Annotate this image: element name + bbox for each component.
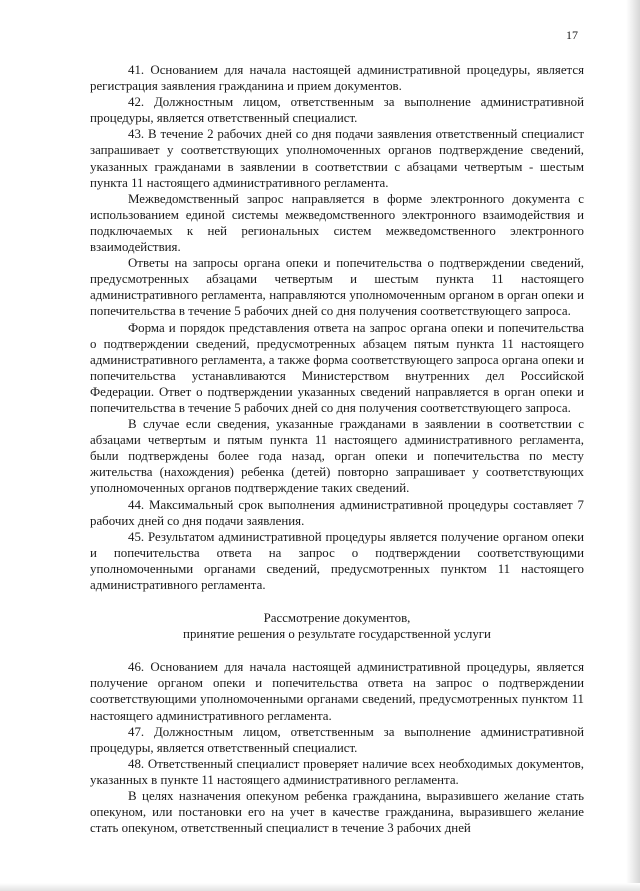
paragraph-46: 46. Основанием для начала настоящей административной процедуры, является получение органом опеки и попечительства ответа на запрос о подтверждении соответствующими уполномоченными органами сведений, предусмотренных пунктом 11 настоящего административного регламента. [90, 660, 584, 723]
paragraph-repeat-request: В случае если сведения, указанные гражданами в заявлении в соответствии с абзацами четвертым и пятым пункта 11 настоящего административного регламента, были подтверждены более года назад, орган опеки и попечительства по месту жительства (нахождения) ребенка (детей) повторно запрашивает у соответствующих уполномоченных органов подтверждение таких сведений. [90, 417, 584, 496]
paragraph-48: 48. Ответственный специалист проверяет наличие всех необходимых документов, указанных в пункте 11 настоящего административного регламента. [90, 756, 584, 787]
paragraph-45: 45. Результатом административной процедуры является получение органом опеки и попечительства ответа на запрос о подтверждении соответствующими уполномоченными органами сведений, предусмотренных пунктом 11 настоящего административного регламента. [90, 529, 584, 592]
scan-edge-bottom [0, 883, 640, 891]
paragraph-41: 41. Основанием для начала настоящей административной процедуры, является регистрация заявления гражданина и прием документов. [90, 63, 584, 94]
paragraph-appointment: В целях назначения опекуном ребенка гражданина, выразившего желание стать опекуном, или постановки его на учет в качестве гражданина, выразившего желание стать опекуном, ответственный специалист в течение 3 рабочих дней [90, 789, 584, 836]
paragraph-44: 44. Максимальный срок выполнения административной процедуры составляет 7 рабочих дней со дня подачи заявления. [90, 497, 584, 528]
paragraph-form-and-procedure: Форма и порядок представления ответа на запрос органа опеки и попечительства о подтверждении сведений, предусмотренных абзацем пятым пункта 11 настоящего административного регламента, а также форма соответствующего запроса органа опеки и попечительства устанавливаются Министерством внутренних дел Российской Федерации. Ответ о подтверждении указанных сведений направляется в орган опеки и попечительства в течение 5 рабочих дней со дня получения соответствующего запроса. [90, 320, 584, 415]
section-heading-line-2: принятие решения о результате государственной услуги [183, 627, 491, 642]
paragraph-interagency-request: Межведомственный запрос направляется в форме электронного документа с использованием единой системы межведомственного электронного взаимодействия и подключаемых к ней региональных систем межведомственного электронного взаимодействия. [90, 191, 584, 255]
document-body [90, 62, 584, 836]
paragraph-42: 42. Должностным лицом, ответственным за выполнение административной процедуры, является ответственный специалист. [90, 95, 584, 126]
paragraph-responses: Ответы на запросы органа опеки и попечительства о подтверждении сведений, предусмотренных абзацами четвертым и шестым пункта 11 настоящего административного регламента, направляются уполномоченным органом в орган опеки и попечительства в течение 5 рабочих дней со дня получения соответствующего запроса. [90, 256, 584, 319]
page-number: 17 [566, 28, 578, 42]
paragraph-43: 43. В течение 2 рабочих дней со дня подачи заявления ответственный специалист запрашивает у соответствующих уполномоченных органов подтверждение сведений, указанных гражданами в заявлении в соответствии с абзацами четвертым - шестым пункта 11 настоящего административного регламента. [90, 127, 584, 190]
section-heading-line-1: Рассмотрение документов, [263, 611, 411, 626]
scan-edge-right [626, 0, 640, 891]
paragraph-47: 47. Должностным лицом, ответственным за выполнение административной процедуры, является ответственный специалист. [90, 724, 584, 755]
section-heading [90, 610, 584, 642]
